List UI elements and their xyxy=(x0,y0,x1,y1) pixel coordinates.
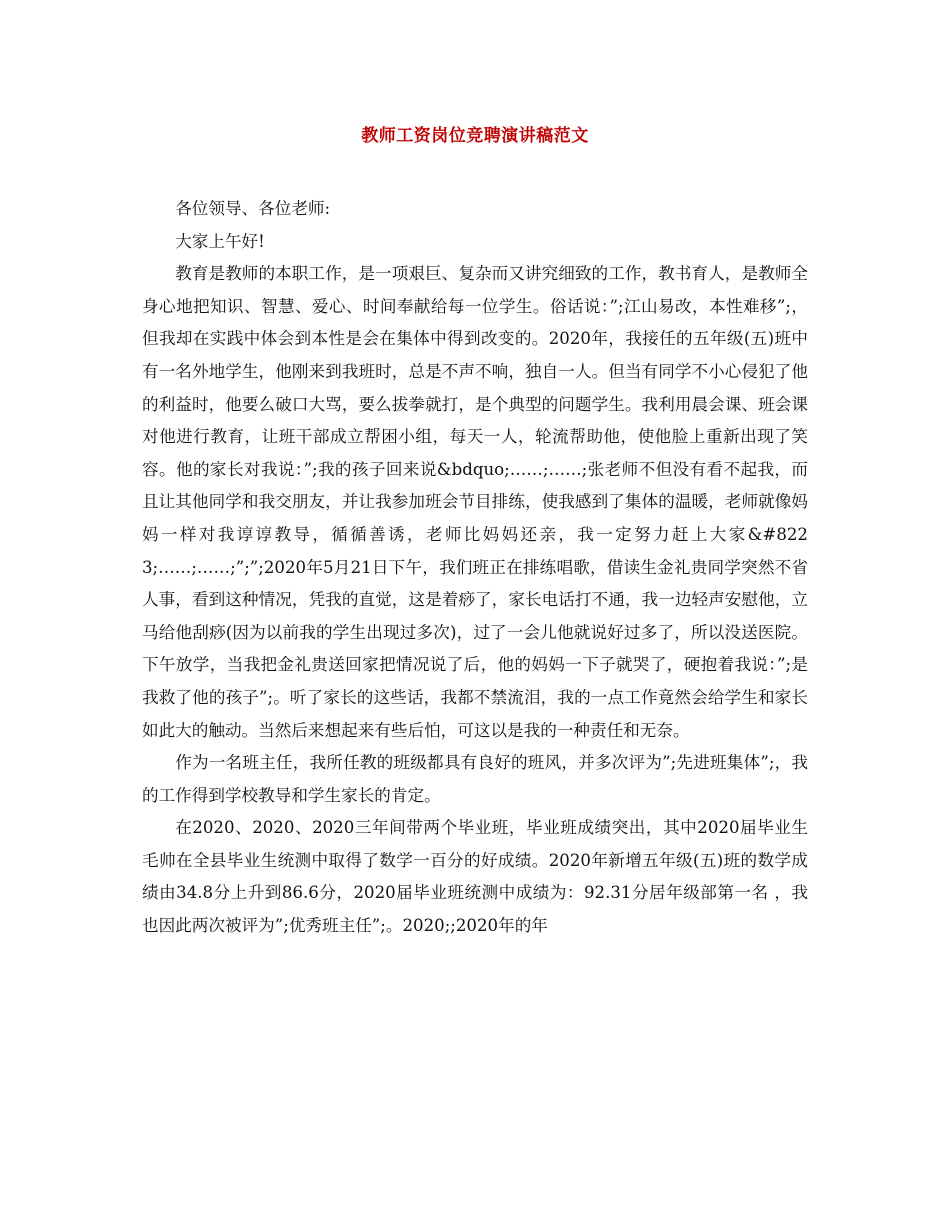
document-title: 教师工资岗位竞聘演讲稿范文 xyxy=(361,126,589,146)
paragraph-class-honor: 作为一名班主任，我所任教的班级都具有良好的班风，并多次评为”;先进班集体”;，我的工作得到学校教导和学生家长的肯定。 xyxy=(142,753,808,805)
paragraph-greeting: 大家上午好! xyxy=(175,231,265,251)
document-body xyxy=(142,193,808,943)
paragraph-salutation: 各位领导、各位老师: xyxy=(175,199,331,218)
paragraph-achievements: 在2020、2020、2020三年间带两个毕业班，毕业班成绩突出，其中2020届毕业生毛帅在全县毕业生统测中取得了数学一百分的好成绩。2020年新增五年级(五)班的数学成绩由34.8分上升到86.6分，2020届毕业班统测中成绩为：92.31分居年级部第一名 ，我也因此两次被评为”;优秀班主任”;。2020;;2020年的年 xyxy=(142,818,808,936)
paragraph-story: 教育是教师的本职工作，是一项艰巨、复杂而又讲究细致的工作，教书育人，是教师全身心地把知识、智慧、爱心、时间奉献给每一位学生。俗话说：”;江山易改，本性难移”;，但我却在实践中体会到本性是会在集体中得到改变的。2020年，我接任的五年级(五)班中有一名外地学生，他刚来到我班时，总是不声不响，独自一人。但当有同学不小心侵犯了他的利益时，他要么破口大骂，要么拔拳就打，是个典型的问题学生。我利用晨会课、班会课对他进行教育，让班干部成立帮困小组，每天一人，轮流帮助他，使他脸上重新出现了笑容。他的家长对我说：”;我的孩子回来说&bdquo;……;……;张老师不但没有看不起我，而且让其他同学和我交朋友，并让我参加班会节目排练，使我感到了集体的温暖，老师就像妈妈一样对我谆谆教导，循循善诱，老师比妈妈还亲，我一定努力赶上大家&#8223;……;……;”;”;2020年5月21日下午，我们班正在排练唱歌，借读生金礼贵同学突然不省人事，看到这种情况，凭我的直觉，这是着痧了，家长电话打不通，我一边轻声安慰他，立马给他刮痧(因为以前我的学生出现过多次)，过了一会儿他就说好过多了，所以没送医院。下午放学，当我把金礼贵送回家把情况说了后，他的妈妈一下子就哭了，硬抱着我说：”;是我救了他的孩子”;。听了家长的这些话，我都不禁流泪，我的一点工作竟然会给学生和家长如此大的触动。当然后来想起来有些后怕，可这以是我的一种责任和无奈。 xyxy=(142,264,808,740)
